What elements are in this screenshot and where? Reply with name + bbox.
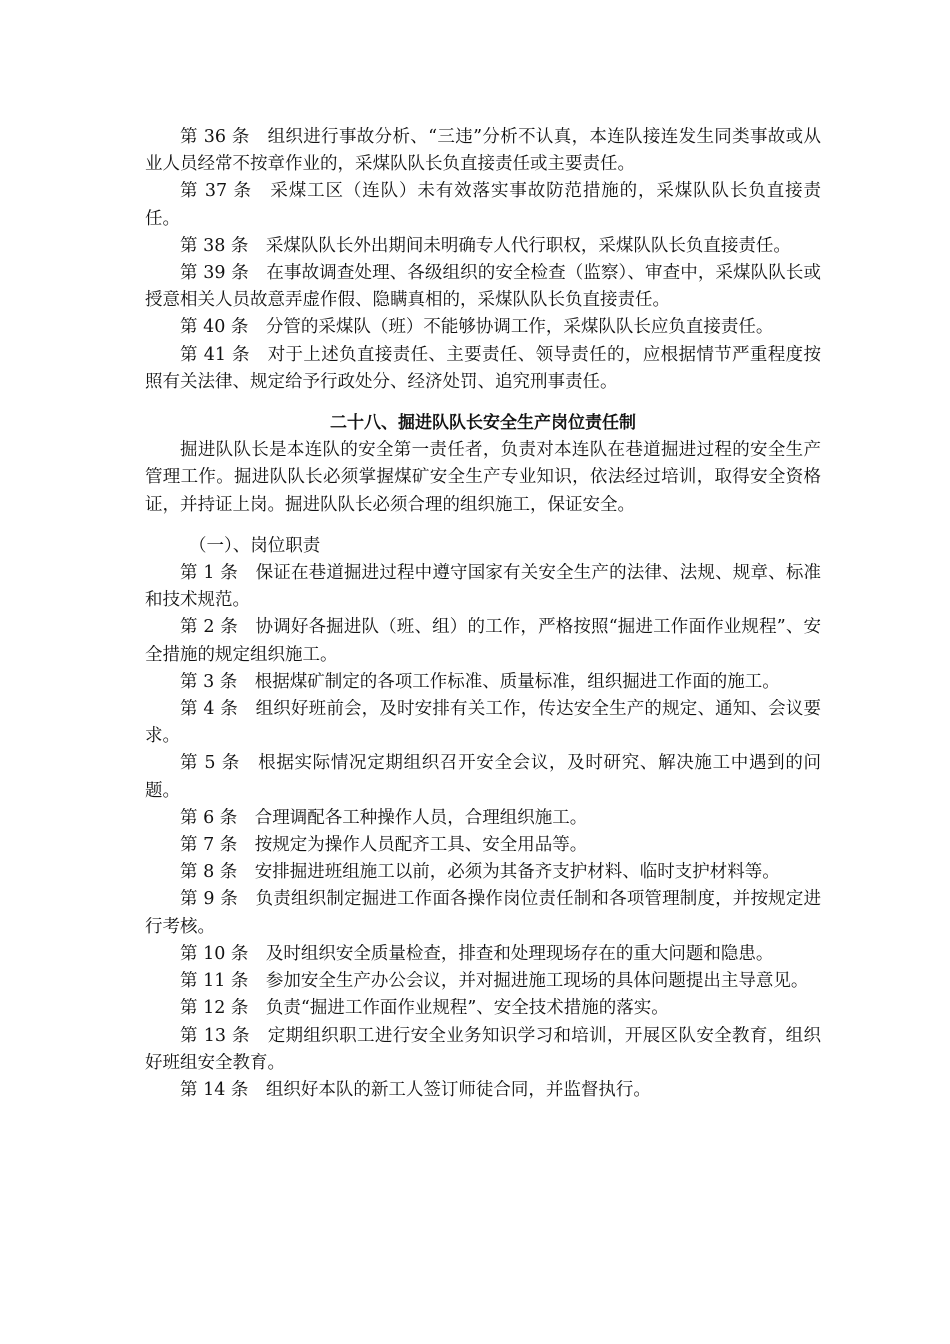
article-paragraph: 第 5 条 根据实际情况定期组织召开安全会议，及时研究、解决施工中遇到的问题。: [145, 753, 821, 801]
document-page: [145, 124, 821, 1104]
article-paragraph: 第 6 条 合理调配各工种操作人员，合理组织施工。: [180, 807, 588, 828]
article-paragraph: 第 11 条 参加安全生产办公会议，并对掘进施工现场的具体问题提出主导意见。: [180, 971, 809, 992]
subsection-heading: （一）、岗位职责: [189, 535, 321, 556]
article-paragraph: 第 3 条 根据煤矿制定的各项工作标准、质量标准，组织掘进工作面的施工。: [180, 671, 780, 692]
spacer: [145, 519, 821, 533]
spacer: [145, 396, 821, 410]
article-paragraph: 第 7 条 按规定为操作人员配齐工具、安全用品等。: [180, 835, 588, 856]
article-paragraph: 第 39 条 在事故调查处理、各级组织的安全检查（监察）、审查中，采煤队队长或授意相关人员故意弄虚作假、隐瞒真相的，采煤队队长负直接责任。: [145, 263, 821, 311]
article-paragraph: 第 37 条 采煤工区（连队）未有效落实事故防范措施的，采煤队队长负直接责任。: [145, 181, 821, 229]
article-paragraph: 第 2 条 协调好各掘进队（班、组）的工作，严格按照“掘进工作面作业规程”、安全措施的规定组织施工。: [145, 617, 821, 665]
article-paragraph: 第 14 条 组织好本队的新工人签订师徒合同，并监督执行。: [180, 1079, 651, 1100]
article-paragraph: 第 10 条 及时组织安全质量检查，排查和处理现场存在的重大问题和隐患。: [180, 943, 774, 964]
article-paragraph: 第 12 条 负责“掘进工作面作业规程”、安全技术措施的落实。: [180, 998, 669, 1019]
article-paragraph: 第 41 条 对于上述负直接责任、主要责任、领导责任的，应根据情节严重程度按照有关法律、规定给予行政处分、经济处罚、追究刑事责任。: [145, 344, 821, 392]
section-heading: 二十八、掘进队队长安全生产岗位责任制: [330, 413, 636, 434]
article-paragraph: 第 36 条 组织进行事故分析、“三违”分析不认真，本连队接连发生同类事故或从业人员经常不按章作业的，采煤队队长负直接责任或主要责任。: [145, 127, 821, 175]
article-paragraph: 第 40 条 分管的采煤队（班）不能够协调工作，采煤队队长应负直接责任。: [180, 317, 774, 338]
intro-paragraph: 掘进队队长是本连队的安全第一责任者，负责对本连队在巷道掘进过程的安全生产管理工作。掘进队队长必须掌握煤矿安全生产专业知识，依法经过培训，取得安全资格证，并持证上岗。掘进队队长必须合理的组织施工，保证安全。: [145, 440, 821, 515]
article-paragraph: 第 1 条 保证在巷道掘进过程中遵守国家有关安全生产的法律、法规、规章、标准和技术规范。: [145, 563, 821, 611]
article-paragraph: 第 38 条 采煤队队长外出期间未明确专人代行职权，采煤队队长负直接责任。: [180, 235, 791, 256]
article-paragraph: 第 13 条 定期组织职工进行安全业务知识学习和培训，开展区队安全教育，组织好班组安全教育。: [145, 1025, 821, 1073]
article-paragraph: 第 9 条 负责组织制定掘进工作面各操作岗位责任制和各项管理制度，并按规定进行考核。: [145, 889, 821, 937]
article-paragraph: 第 8 条 安排掘进班组施工以前，必须为其备齐支护材料、临时支护材料等。: [180, 862, 780, 883]
article-paragraph: 第 4 条 组织好班前会，及时安排有关工作，传达安全生产的规定、通知、会议要求。: [145, 699, 821, 747]
